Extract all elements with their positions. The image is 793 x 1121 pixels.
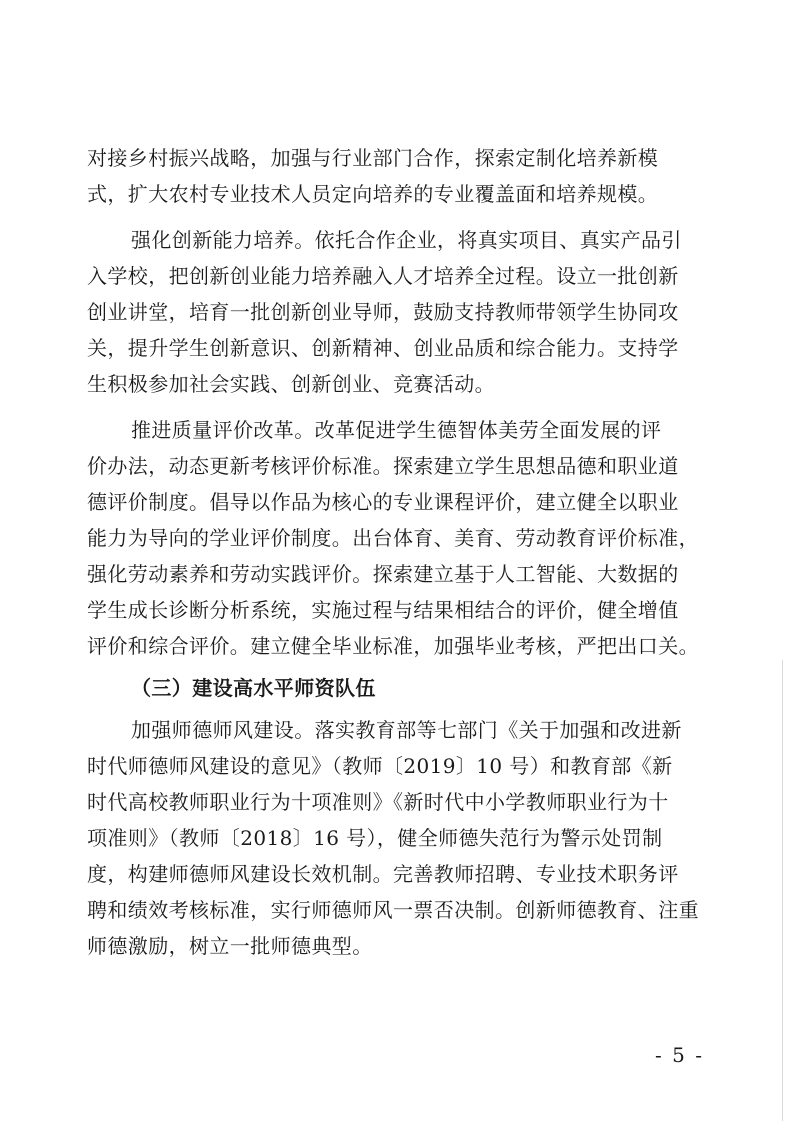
text-line: 创业讲堂，培育一批创新创业导师，鼓励支持教师带领学生协同攻	[87, 300, 679, 324]
section-heading: （三）建设高水平师资队伍	[131, 676, 376, 700]
paragraph-spacer	[87, 212, 695, 222]
text-line: 聘和绩效考核标准，实行师德师风一票否决制。创新师德教育、注重	[87, 898, 699, 922]
text-line: 师德激励，树立一批师德典型。	[87, 934, 373, 958]
text-line: 生积极参加社会实践、创新创业、竞赛活动。	[87, 372, 495, 396]
text-line: 关，提升学生创新意识、创新精神、创业品质和综合能力。支持学	[87, 336, 679, 360]
page-number: - 5 -	[655, 1043, 704, 1067]
text-line: 价办法，动态更新考核评价标准。探索建立学生思想品德和职业道	[87, 454, 679, 478]
text-line: 入学校，把创新创业能力培养融入人才培养全过程。设立一批创新	[87, 264, 679, 288]
paragraph-spacer	[87, 402, 695, 412]
text-line: 度，构建师德师风建设长效机制。完善教师招聘、专业技术职务评	[87, 862, 679, 886]
text-line: 加强师德师风建设。落实教育部等七部门《关于加强和改进新	[131, 718, 682, 742]
paragraph-innovation	[87, 222, 695, 402]
paragraph-evaluation-reform	[87, 412, 699, 664]
text-line: 项准则》（教师〔2018〕16 号），健全师德失范行为警示处罚制	[87, 826, 663, 850]
text-line: 评价和综合评价。建立健全毕业标准，加强毕业考核，严把出口关。	[87, 634, 699, 658]
scan-edge-line	[782, 660, 783, 1121]
text-line: 推进质量评价改革。改革促进学生德智体美劳全面发展的评	[131, 418, 662, 442]
text-line: 式，扩大农村专业技术人员定向培养的专业覆盖面和培养规模。	[87, 182, 659, 206]
text-line: 对接乡村振兴战略，加强与行业部门合作，探索定制化培养新模	[87, 146, 659, 170]
text-line: 德评价制度。倡导以作品为核心的专业课程评价，建立健全以职业	[87, 490, 679, 514]
text-line: 强化劳动素养和劳动实践评价。探索建立基于人工智能、大数据的	[87, 562, 679, 586]
paragraph-rural-training	[87, 140, 695, 212]
text-line: 时代高校教师职业行为十项准则》《新时代中小学教师职业行为十	[87, 790, 669, 814]
text-line: 时代师德师风建设的意见》（教师〔2019〕10 号）和教育部《新	[87, 754, 673, 778]
text-line: 学生成长诊断分析系统，实施过程与结果相结合的评价，健全增值	[87, 598, 679, 622]
document-body	[87, 140, 699, 964]
text-line: 能力为导向的学业评价制度。出台体育、美育、劳动教育评价标准，	[87, 526, 699, 550]
paragraph-teacher-ethics	[87, 712, 699, 964]
text-line: 强化创新能力培养。依托合作企业，将真实项目、真实产品引	[131, 228, 682, 252]
